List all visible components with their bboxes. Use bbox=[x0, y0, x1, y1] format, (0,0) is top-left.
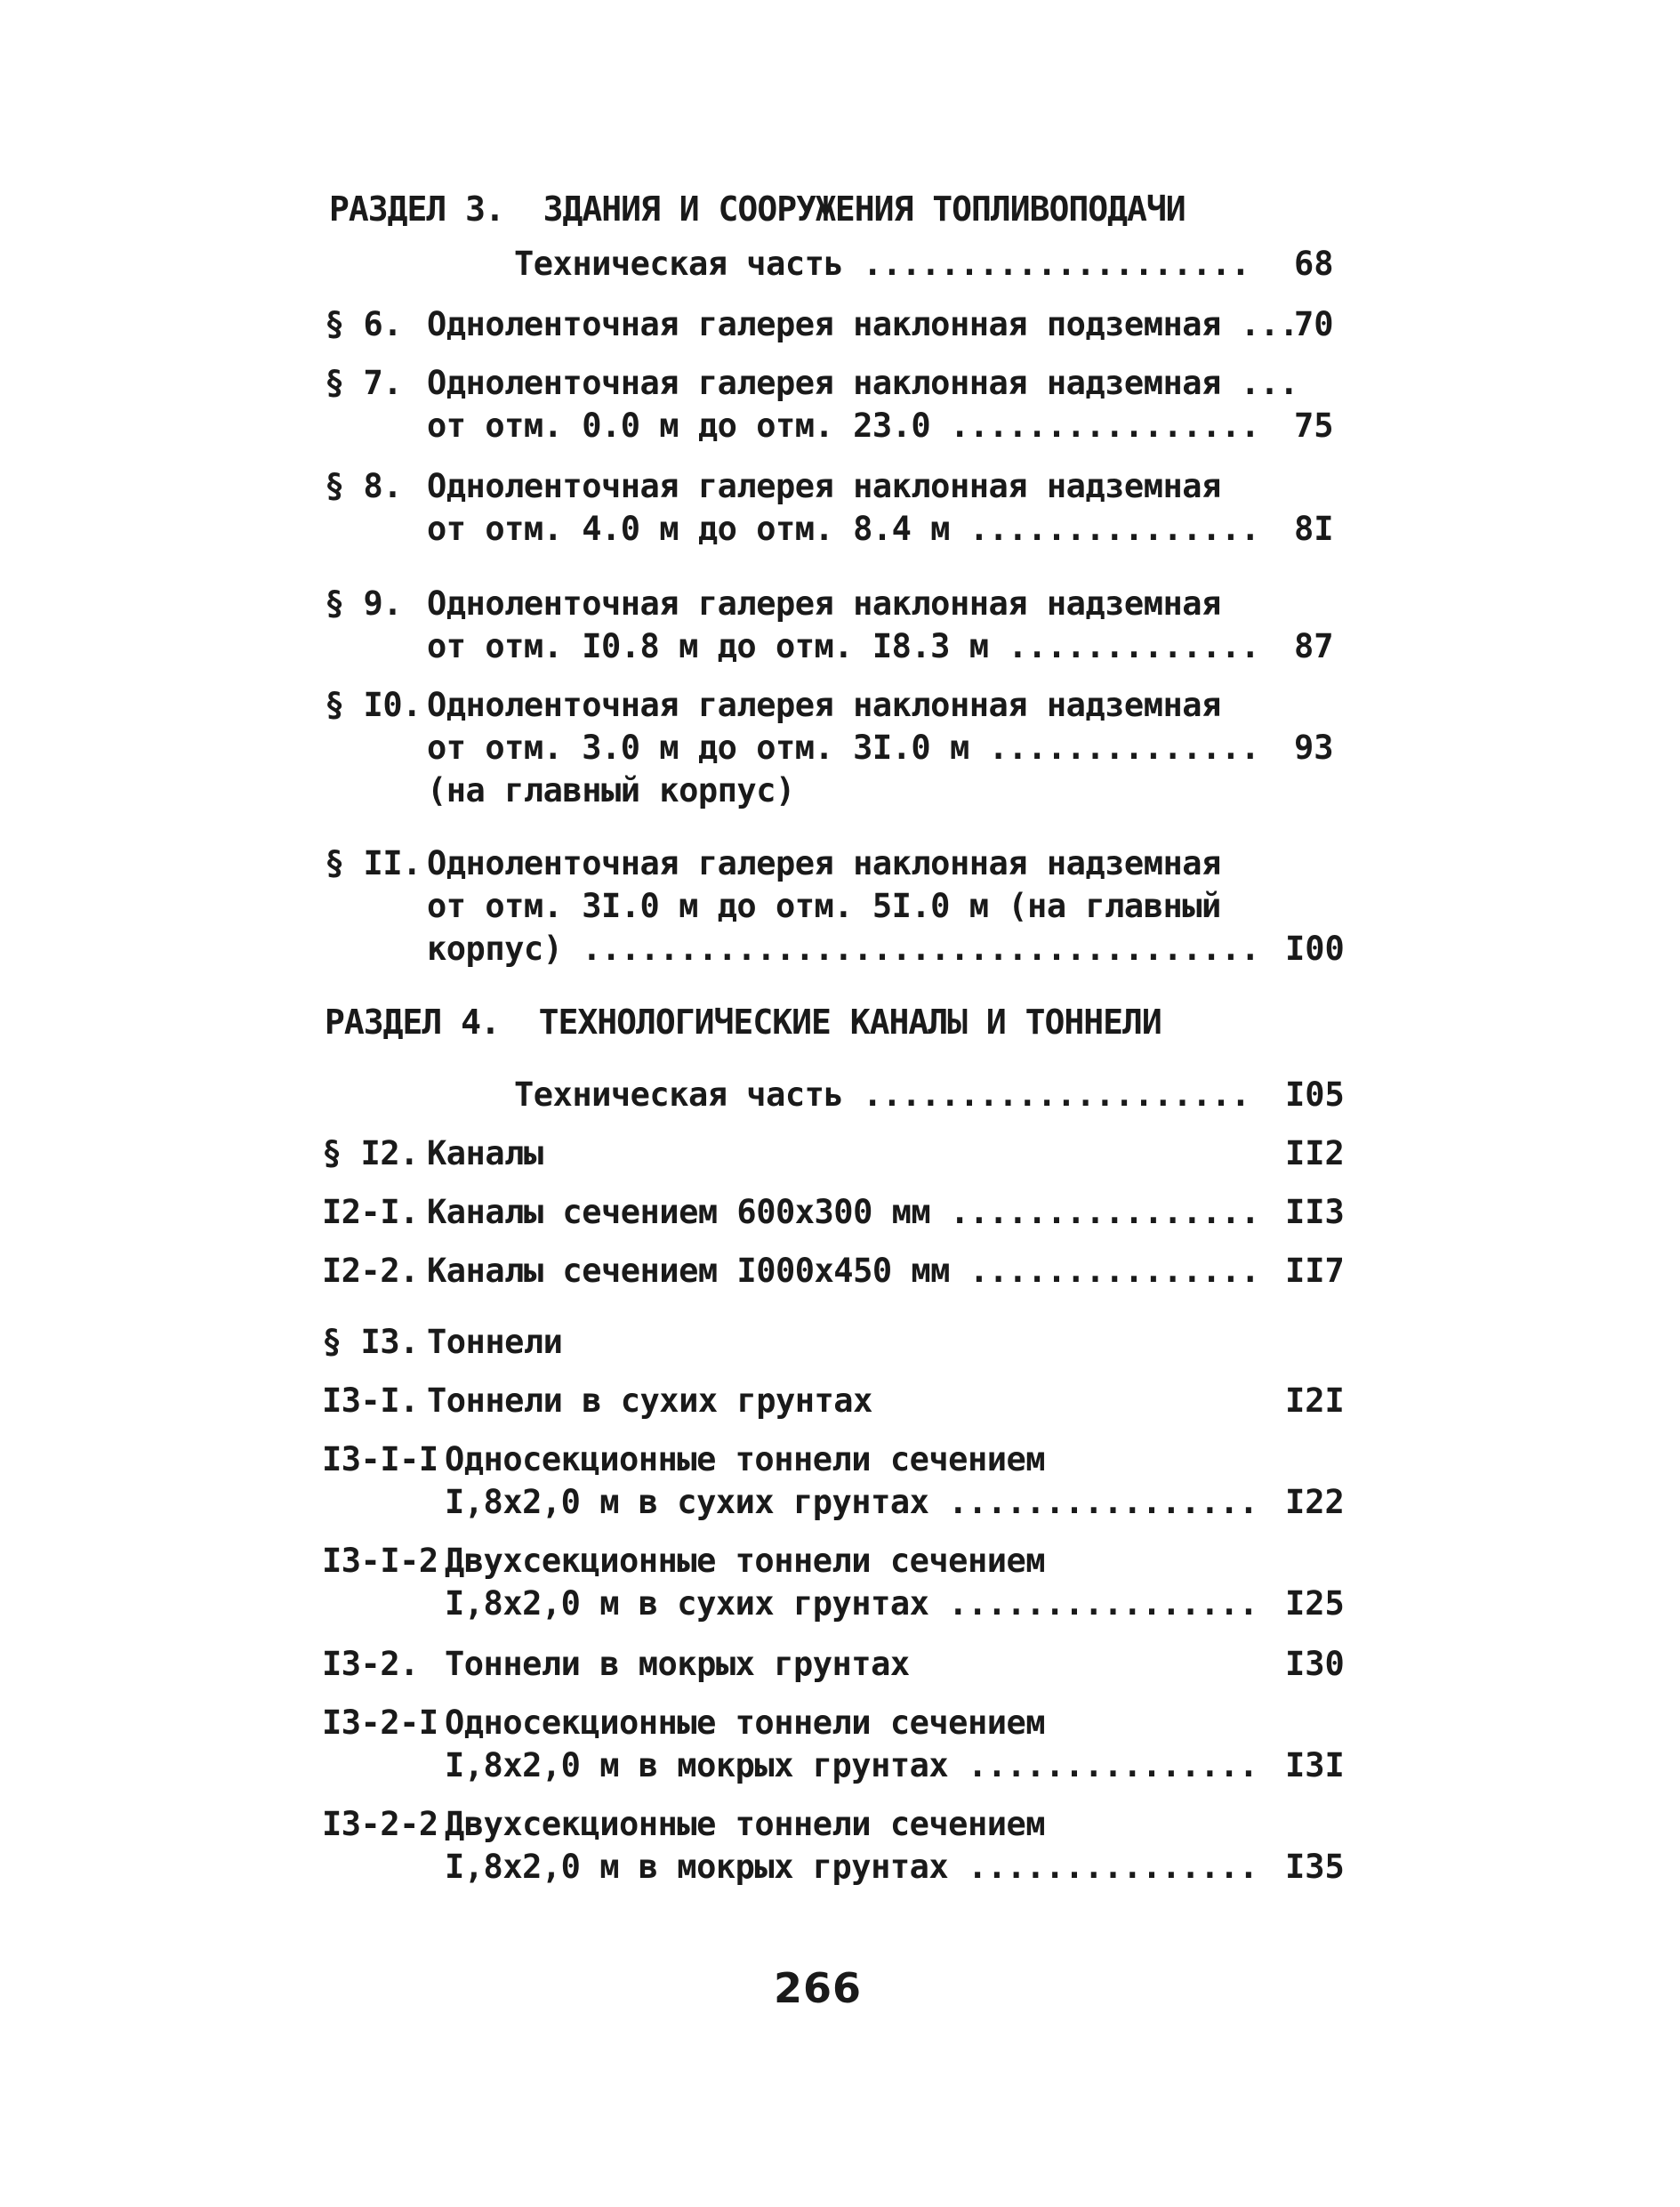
entry-13-2-2-line-1: Двухсекционные тоннели сечением bbox=[445, 1805, 1046, 1843]
entry-11-number: § II. bbox=[325, 844, 422, 882]
entry-9-page: 87 bbox=[1294, 627, 1334, 665]
tech-part-3-page: 68 bbox=[1294, 245, 1334, 283]
entry-13-2-1-line-2: I,8х2,0 м в мокрых грунтах ............... bbox=[445, 1746, 1258, 1784]
entry-10-page: 93 bbox=[1294, 729, 1334, 767]
entry-13-2-number: I3-2. bbox=[322, 1645, 419, 1683]
entry-8-line-2: от отм. 4.0 м до отм. 8.4 м ............... bbox=[427, 510, 1260, 548]
entry-12-1-page: II3 bbox=[1285, 1193, 1345, 1231]
section-4-heading: РАЗДЕЛ 4. ТЕХНОЛОГИЧЕСКИЕ КАНАЛЫ И ТОННЕЛИ bbox=[325, 1003, 1162, 1042]
entry-8-line-1: Одноленточная галерея наклонная надземная bbox=[427, 467, 1221, 505]
entry-9-number: § 9. bbox=[325, 584, 403, 623]
entry-13-1-2-line-2: I,8х2,0 м в сухих грунтах ................ bbox=[445, 1584, 1258, 1623]
page-number: 266 bbox=[774, 1964, 863, 2012]
entry-11-line-1: Одноленточная галерея наклонная надземная bbox=[427, 844, 1221, 882]
entry-13-2-line-1: Тоннели в мокрых грунтах bbox=[445, 1645, 910, 1683]
entry-12-page: II2 bbox=[1285, 1134, 1345, 1172]
entry-13-2-2-page: I35 bbox=[1285, 1848, 1345, 1886]
entry-10-number: § I0. bbox=[325, 686, 422, 724]
tech-part-4-page: I05 bbox=[1285, 1075, 1345, 1114]
entry-12-1-number: I2-I. bbox=[322, 1193, 419, 1231]
entry-12-1-line-1: Каналы сечением 600х300 мм ................ bbox=[427, 1193, 1260, 1231]
entry-6-line-1: Одноленточная галерея наклонная подземная ... bbox=[427, 305, 1298, 343]
entry-8-number: § 8. bbox=[325, 467, 403, 505]
entry-12-line-1: Каналы bbox=[427, 1134, 543, 1172]
tech-part-3-label: Техническая часть .................... bbox=[514, 245, 1250, 283]
entry-12-2-page: II7 bbox=[1285, 1252, 1345, 1290]
entry-11-line-3: корпус) ................................... bbox=[427, 930, 1260, 968]
entry-7-page: 75 bbox=[1294, 407, 1334, 445]
entry-7-number: § 7. bbox=[325, 364, 403, 402]
entry-13-1-line-1: Тоннели в сухих грунтах bbox=[427, 1381, 872, 1420]
entry-9-line-1: Одноленточная галерея наклонная надземная bbox=[427, 584, 1221, 623]
entry-11-page: I00 bbox=[1285, 930, 1345, 968]
entry-6-page: 70 bbox=[1294, 305, 1334, 343]
entry-13-1-1-line-1: Односекционные тоннели сечением bbox=[445, 1440, 1046, 1478]
entry-13-1-1-page: I22 bbox=[1285, 1483, 1345, 1521]
entry-12-2-number: I2-2. bbox=[322, 1252, 419, 1290]
entry-6-number: § 6. bbox=[325, 305, 403, 343]
entry-13-number: § I3. bbox=[322, 1323, 419, 1361]
entry-13-2-1-page: I3I bbox=[1285, 1746, 1345, 1784]
entry-13-1-2-number: I3-I-2 bbox=[322, 1542, 438, 1580]
entry-13-2-page: I30 bbox=[1285, 1645, 1345, 1683]
entry-13-2-2-line-2: I,8х2,0 м в мокрых грунтах ............... bbox=[445, 1848, 1258, 1886]
entry-13-1-page: I2I bbox=[1285, 1381, 1345, 1420]
entry-13-1-1-line-2: I,8х2,0 м в сухих грунтах ................ bbox=[445, 1483, 1258, 1521]
entry-12-2-line-1: Каналы сечением I000х450 мм ............... bbox=[427, 1252, 1260, 1290]
section-3-heading: РАЗДЕЛ 3. ЗДАНИЯ И СООРУЖЕНИЯ ТОПЛИВОПОДАЧИ bbox=[329, 189, 1186, 229]
entry-12-number: § I2. bbox=[322, 1134, 419, 1172]
entry-13-1-2-page: I25 bbox=[1285, 1584, 1345, 1623]
entry-7-line-1: Одноленточная галерея наклонная надземная ... bbox=[427, 364, 1298, 402]
entry-10-line-3: (на главный корпус) bbox=[427, 771, 795, 810]
entry-13-2-2-number: I3-2-2 bbox=[322, 1805, 438, 1843]
entry-11-line-2: от отм. 3I.0 м до отм. 5I.0 м (на главный bbox=[427, 887, 1221, 925]
entry-13-1-number: I3-I. bbox=[322, 1381, 419, 1420]
entry-8-page: 8I bbox=[1294, 510, 1334, 548]
entry-7-line-2: от отм. 0.0 м до отм. 23.0 ................ bbox=[427, 407, 1260, 445]
entry-13-2-1-line-1: Односекционные тоннели сечением bbox=[445, 1704, 1046, 1742]
entry-10-line-2: от отм. 3.0 м до отм. 3I.0 м .............. bbox=[427, 729, 1260, 767]
entry-10-line-1: Одноленточная галерея наклонная надземная bbox=[427, 686, 1221, 724]
entry-13-2-1-number: I3-2-I bbox=[322, 1704, 438, 1742]
entry-9-line-2: от отм. I0.8 м до отм. I8.3 м ............. bbox=[427, 627, 1260, 665]
entry-13-line-1: Тоннели bbox=[427, 1323, 563, 1361]
entry-13-1-1-number: I3-I-I bbox=[322, 1440, 438, 1478]
entry-13-1-2-line-1: Двухсекционные тоннели сечением bbox=[445, 1542, 1046, 1580]
tech-part-4-label: Техническая часть .................... bbox=[514, 1075, 1250, 1114]
